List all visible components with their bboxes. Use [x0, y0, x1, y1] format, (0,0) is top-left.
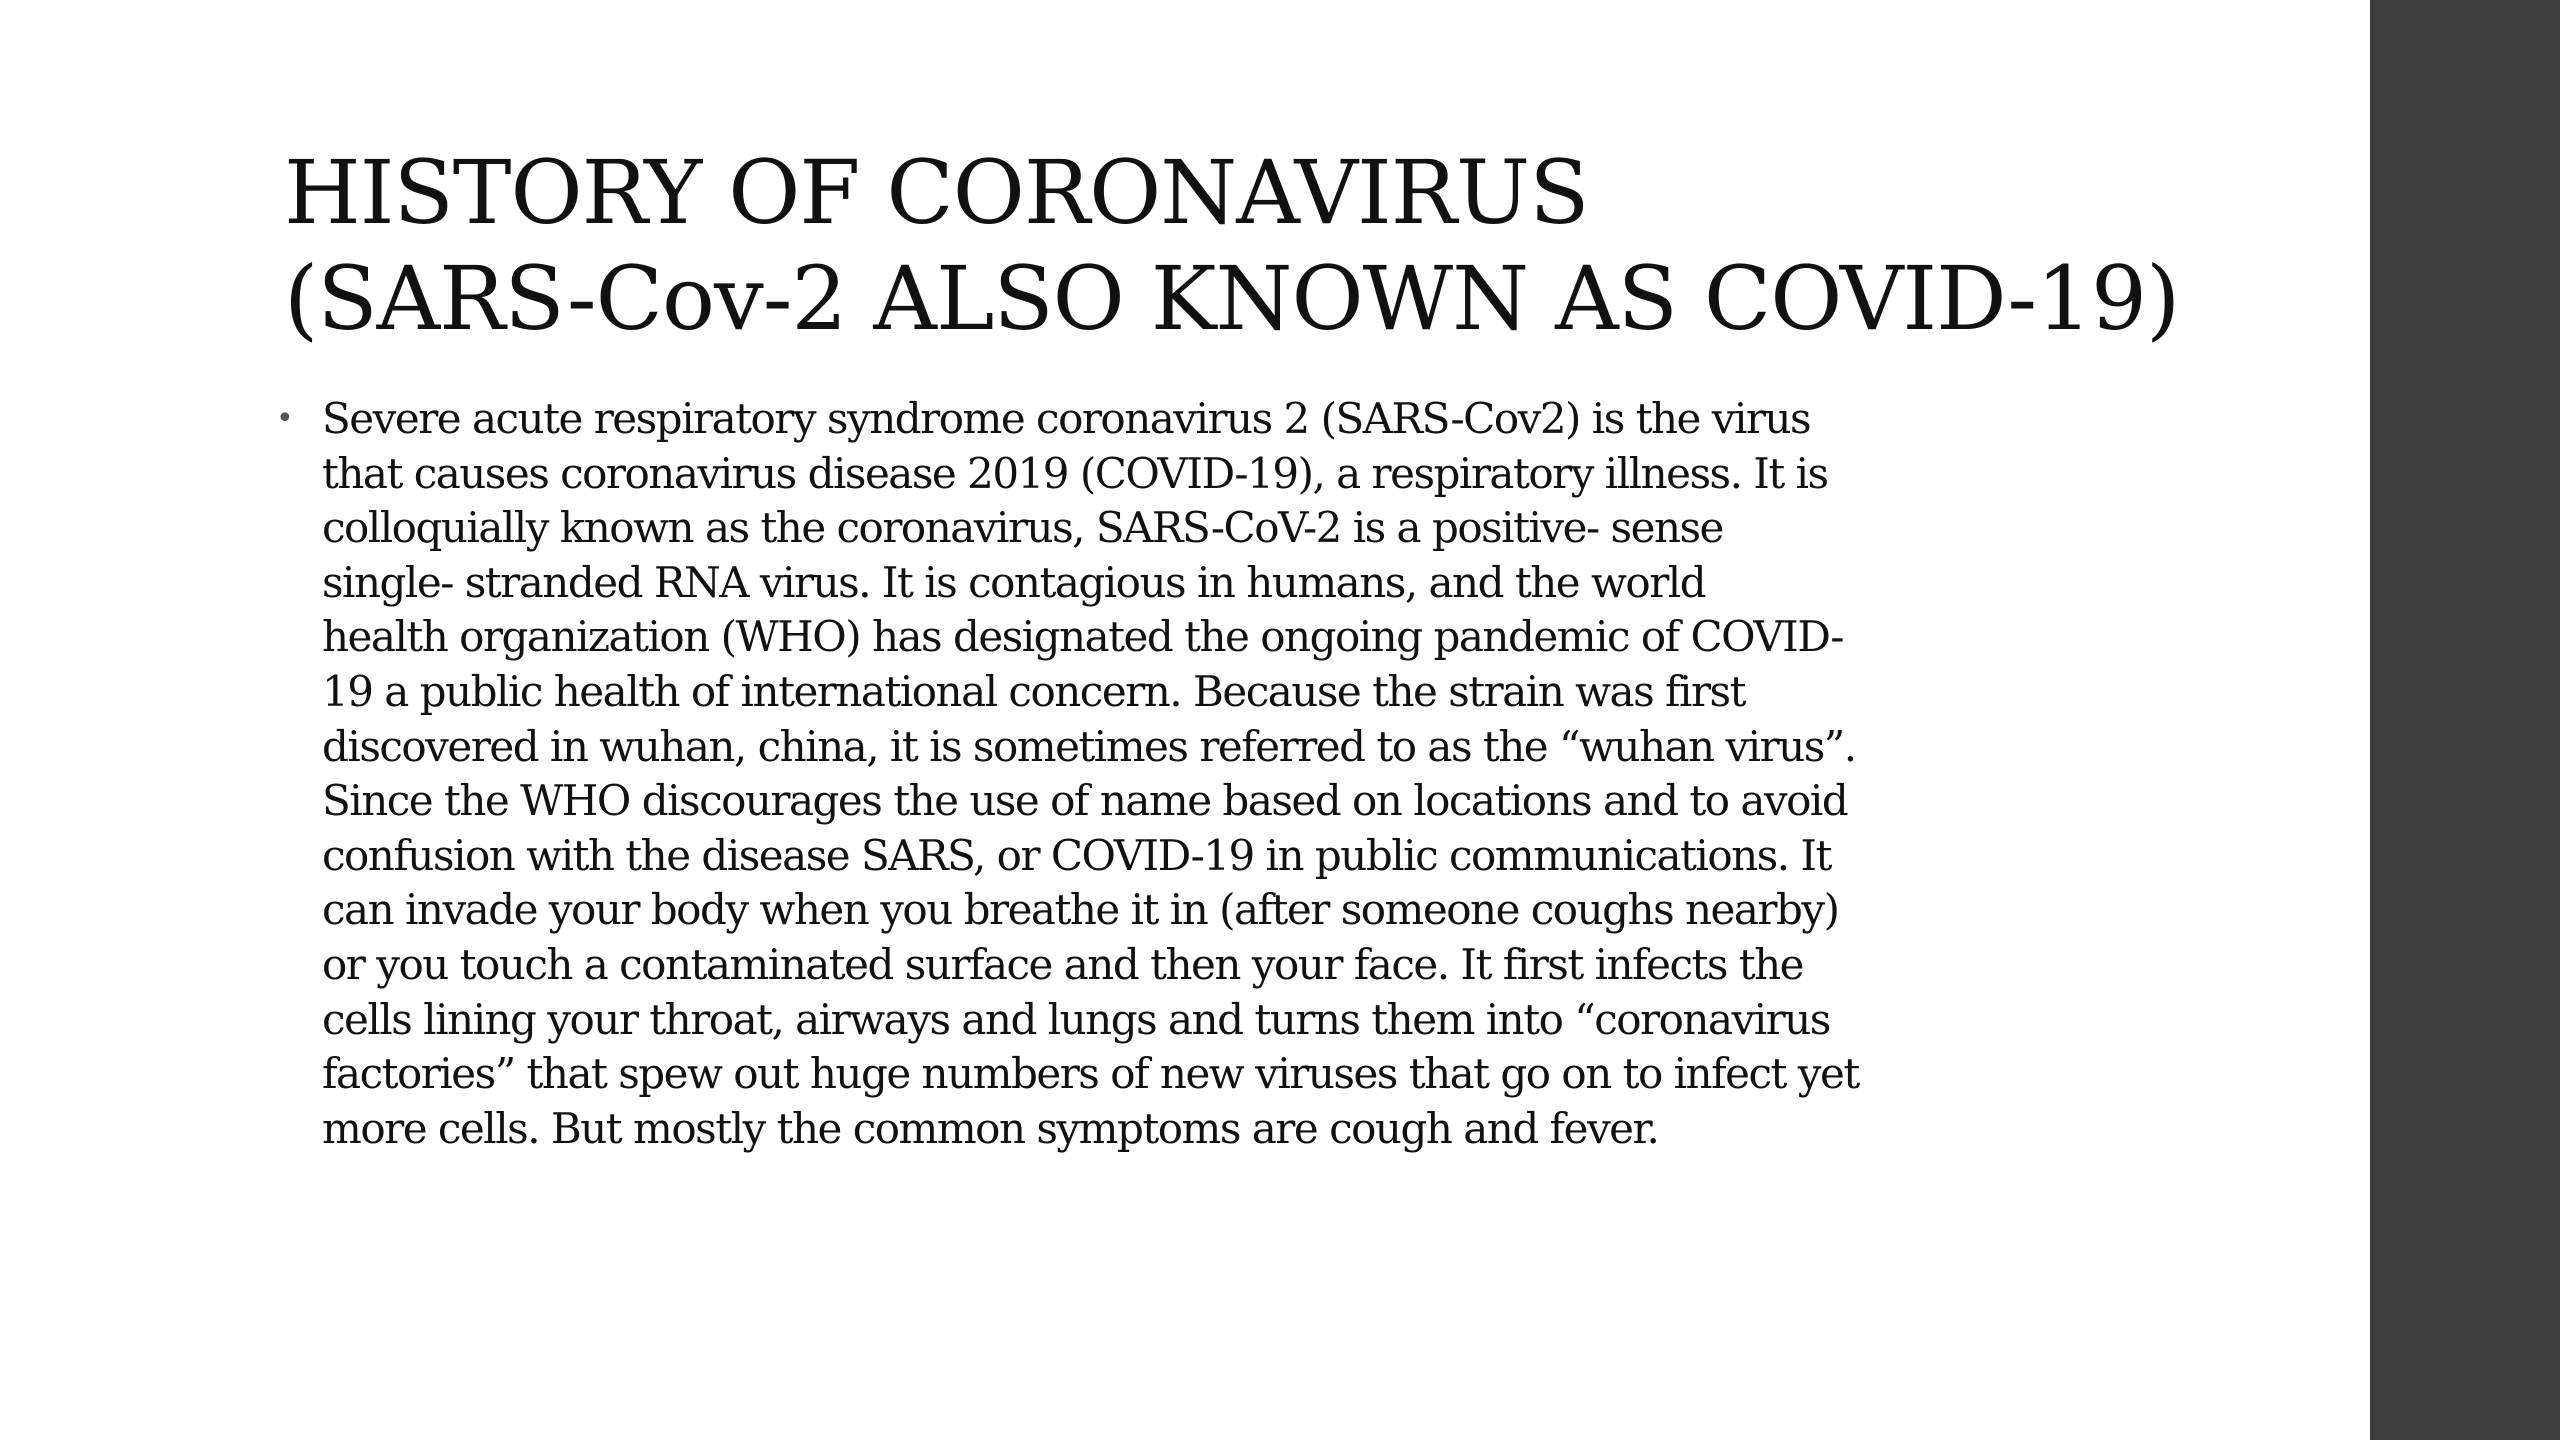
body-bullet-list — [276, 392, 2066, 1156]
bullet-marker: • — [276, 401, 294, 436]
body-line: confusion with the disease SARS, or COVID-19 in public communications. It — [322, 830, 1831, 880]
body-line: 19 a public health of international concern. Because the strain was first — [322, 666, 1745, 716]
bullet-text — [322, 392, 2066, 1156]
slide-title — [284, 140, 2354, 352]
body-line: that causes coronavirus disease 2019 (COVID-19), a respiratory illness. It is — [322, 448, 1828, 498]
body-line: Severe acute respiratory syndrome coronavirus 2 (SARS-Cov2) is the virus — [322, 394, 1811, 443]
body-line: health organization (WHO) has designated the ongoing pandemic of COVID- — [322, 612, 1843, 662]
title-line-1: HISTORY OF CORONAVIRUS — [284, 141, 1589, 244]
body-line: discovered in wuhan, china, it is sometimes referred to as the “wuhan virus”. — [322, 721, 1856, 771]
body-line: or you touch a contaminated surface and then your face. It first infects the — [322, 939, 1804, 989]
body-line: single- stranded RNA virus. It is contagious in humans, and the world — [322, 557, 1706, 607]
body-line: more cells. But mostly the common symptoms are cough and fever. — [322, 1103, 1659, 1153]
body-line: cells lining your throat, airways and lungs and turns them into “coronavirus — [322, 994, 1830, 1044]
body-line: factories” that spew out huge numbers of new viruses that go on to infect yet — [322, 1049, 1859, 1099]
side-accent-bar — [2370, 0, 2560, 1440]
body-line: Since the WHO discourages the use of name based on locations and to avoid — [322, 776, 1848, 826]
bullet-item — [276, 392, 2066, 1156]
body-line: colloquially known as the coronavirus, SARS-CoV-2 is a positive- sense — [322, 503, 1723, 553]
body-line: can invade your body when you breathe it in (after someone coughs nearby) — [322, 885, 1839, 935]
title-line-2: (SARS-Cov-2 ALSO KNOWN AS COVID-19) — [284, 247, 2180, 350]
